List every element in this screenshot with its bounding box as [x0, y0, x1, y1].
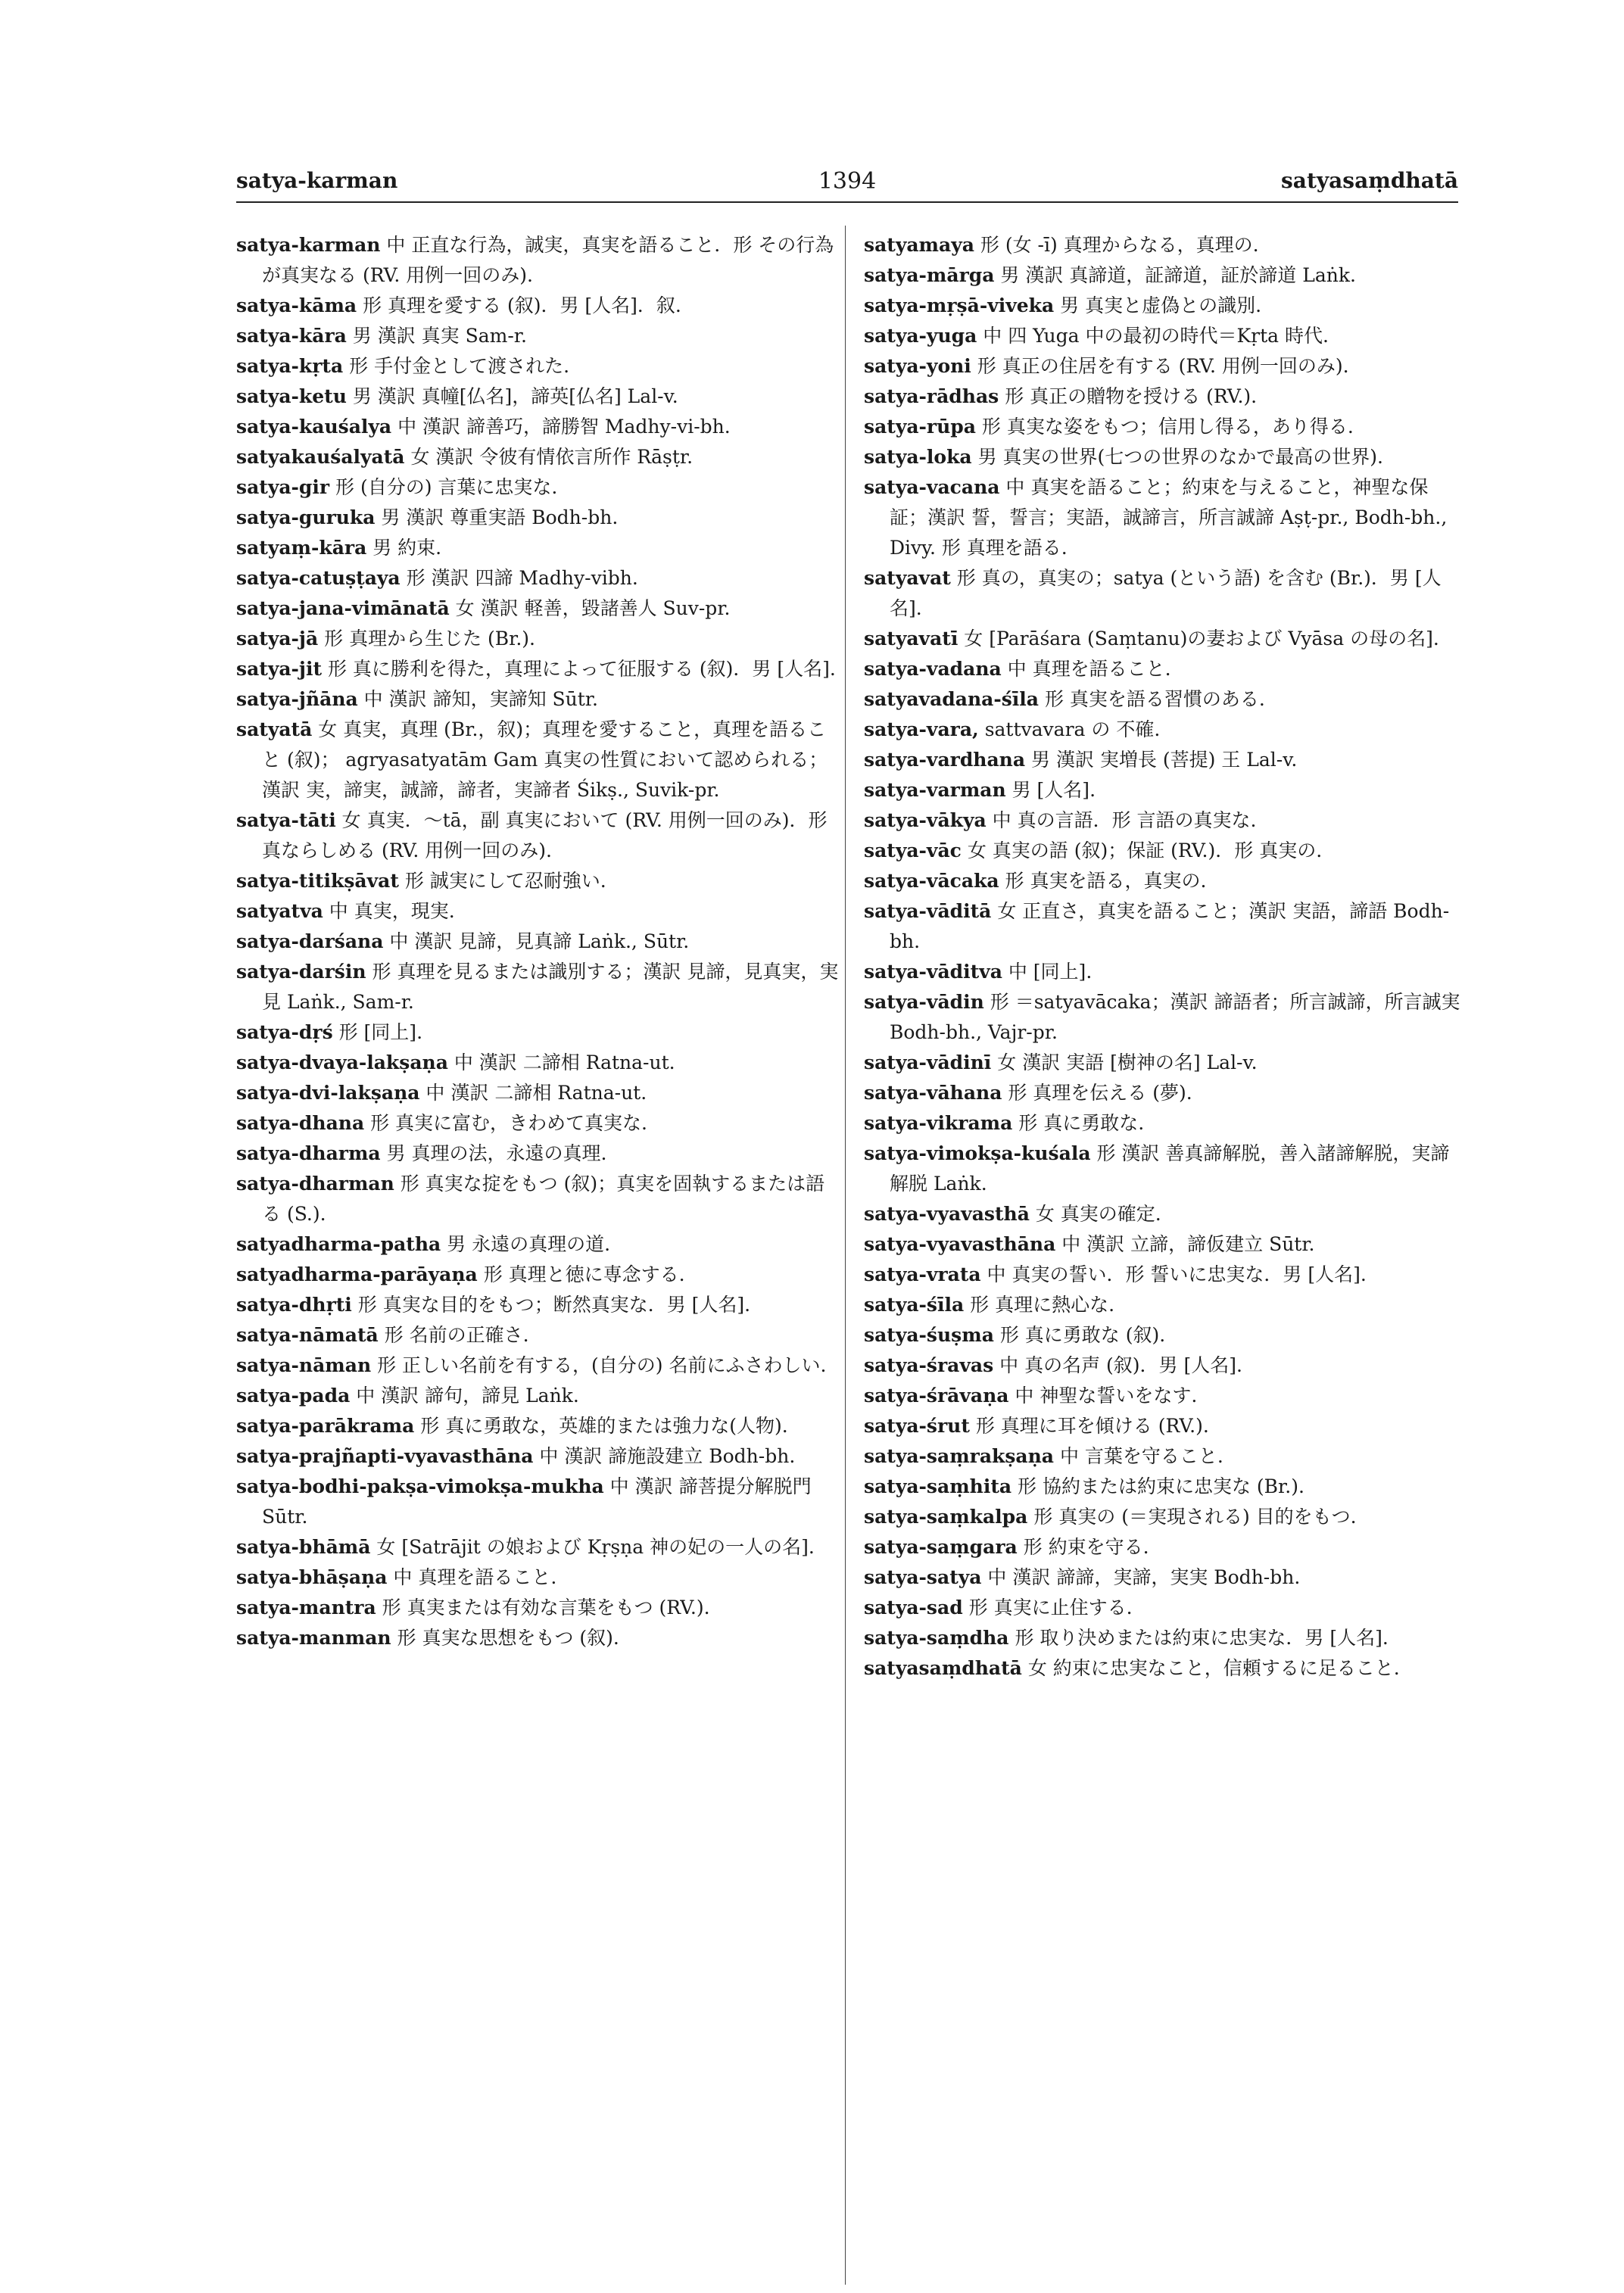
entry-definition: 中 真実，現実.	[329, 900, 455, 922]
entry-headword: satya-titikṣāvat	[236, 870, 399, 892]
dictionary-entry	[864, 684, 1462, 715]
dictionary-entry	[236, 412, 842, 442]
entry-headword: satya-mantra	[236, 1597, 376, 1618]
entry-definition: 男 漢訳 尊重実語 Bodh-bh.	[381, 506, 619, 528]
entry-definition: 女 真実の確定.	[1035, 1203, 1161, 1225]
dictionary-entry	[864, 1139, 1462, 1199]
entry-definition: 形 真実な掟をもつ (叙)；真実を固執するまたは語る (S.).	[262, 1173, 825, 1225]
entry-definition: 形 手付金として渡された.	[349, 355, 570, 377]
dictionary-entry	[864, 1290, 1462, 1320]
entry-definition: 形 真実な思想をもつ (叙).	[397, 1627, 619, 1649]
entry-definition: 女 真実の語 (叙)；保証 (RV.)．形 真実の.	[967, 840, 1323, 861]
entry-headword: satyadharma-parāyaṇa	[236, 1263, 478, 1285]
entry-headword: satya-śravas	[864, 1354, 994, 1376]
dictionary-entry	[236, 1108, 842, 1139]
running-header	[236, 168, 1458, 201]
entry-headword: satya-darśin	[236, 961, 366, 983]
dictionary-entry	[864, 957, 1462, 987]
entry-definition: 女 漢訳 実語 [樹神の名] Lal-v.	[997, 1051, 1258, 1073]
dictionary-entry	[236, 684, 842, 715]
dictionary-entry	[864, 987, 1462, 1048]
entry-headword: satya-darśana	[236, 930, 384, 952]
dictionary-entry	[864, 715, 1462, 745]
entry-headword: satya-dharma	[236, 1142, 381, 1164]
entry-definition: 男 漢訳 真諦道，証諦道，証於諦道 Laṅk.	[1000, 264, 1356, 286]
entry-definition: 女 漢訳 令彼有情依言所作 Rāṣṭr.	[410, 446, 694, 468]
dictionary-entry	[236, 503, 842, 533]
entry-definition: 中 漢訳 立諦，諦仮建立 Sūtr.	[1061, 1233, 1315, 1255]
header-right-guide-word: satyasaṃdhatā	[1281, 168, 1458, 193]
entry-headword: satya-saṃkalpa	[864, 1506, 1028, 1528]
entry-headword: satya-vara,	[864, 718, 979, 740]
entry-headword: satya-śrāvaṇa	[864, 1385, 1009, 1407]
dictionary-entry	[236, 866, 842, 896]
entry-headword: satya-pada	[236, 1385, 351, 1407]
entry-headword: satya-dharman	[236, 1173, 394, 1195]
entry-headword: satya-catuṣṭaya	[236, 567, 401, 589]
dictionary-entry	[236, 230, 842, 291]
entry-definition: 形 真に勇敢な (叙).	[999, 1324, 1166, 1346]
dictionary-entry	[236, 1623, 842, 1653]
entry-headword: satya-śīla	[864, 1294, 965, 1316]
entry-headword: satya-saṃgara	[864, 1536, 1018, 1558]
dictionary-entry	[236, 1562, 842, 1593]
entry-headword: satya-vadana	[864, 658, 1002, 680]
entry-definition: 形 真実または有効な言葉をもつ (RV.).	[382, 1597, 710, 1618]
entry-definition: 形 誠実にして忍耐強い.	[404, 870, 606, 892]
entry-headword: satya-vākya	[864, 809, 987, 831]
dictionary-entry	[236, 594, 842, 624]
entry-headword: satya-mārga	[864, 264, 995, 286]
entry-definition: 形 真理に熱心な.	[970, 1294, 1115, 1316]
entry-headword: satya-saṃrakṣaṇa	[864, 1445, 1054, 1467]
entry-definition: 形 (自分の) 言葉に忠実な.	[335, 476, 558, 498]
entry-definition: 男 永遠の真理の道.	[447, 1233, 611, 1255]
entry-headword: satya-vādin	[864, 991, 984, 1013]
entry-headword: satya-kāra	[236, 325, 347, 347]
entry-definition: 中 漢訳 諦菩提分解脱門 Sūtr.	[262, 1475, 812, 1528]
entry-headword: satya-vāhana	[864, 1082, 1002, 1104]
entry-headword: satya-yoni	[864, 355, 971, 377]
dictionary-entry	[864, 624, 1462, 654]
entry-headword: satyatva	[236, 900, 323, 922]
entry-definition: 女 真実．～tā，副 真実において (RV. 用例一回のみ)．形 真ならしめる (RV. 用例一回のみ).	[262, 809, 828, 861]
dictionary-entry	[236, 533, 842, 563]
entry-headword: satya-vāditā	[864, 900, 992, 922]
dictionary-entry	[236, 563, 842, 594]
dictionary-entry	[236, 654, 842, 684]
entry-definition: 中 漢訳 見諦，見真諦 Laṅk., Sūtr.	[389, 930, 690, 952]
dictionary-entry	[236, 1441, 842, 1472]
dictionary-entry	[236, 1169, 842, 1229]
dictionary-entry	[864, 291, 1462, 321]
entry-definition: 男 約束.	[372, 537, 442, 559]
entry-definition: 男 漢訳 真実 Sam-r.	[352, 325, 527, 347]
entry-headword: satyavat	[864, 567, 951, 589]
entry-definition: 形 ＝satyavācaka；漢訳 諦語者；所言誠諦，所言誠実 Bodh-bh., Vajr-pr.	[890, 991, 1460, 1043]
dictionary-entry	[864, 412, 1462, 442]
entry-headword: satya-jana-vimānatā	[236, 597, 450, 619]
dictionary-entry	[864, 1351, 1462, 1381]
entry-headword: satya-nāmatā	[236, 1324, 379, 1346]
dictionary-entry	[236, 1048, 842, 1078]
dictionary-entry	[864, 1653, 1462, 1684]
entry-definition: 形 真実な姿をもつ；信用し得る，あり得る.	[981, 416, 1354, 438]
entry-headword: satya-yuga	[864, 325, 977, 347]
entry-definition: 中 神聖な誓いをなす.	[1015, 1385, 1198, 1407]
dictionary-entry	[236, 1381, 842, 1411]
dictionary-entry	[236, 927, 842, 957]
dictionary-entry	[864, 1593, 1462, 1623]
entry-headword: satya-śuṣma	[864, 1324, 994, 1346]
dictionary-entry	[236, 1532, 842, 1562]
entry-definition: 中 [同上].	[1008, 961, 1093, 983]
entry-definition: 中 漢訳 諦施設建立 Bodh-bh.	[539, 1445, 796, 1467]
entry-headword: satya-varman	[864, 779, 1006, 801]
dictionary-entry	[236, 805, 842, 866]
entry-headword: satya-dhṛti	[236, 1294, 352, 1316]
dictionary-entry	[864, 1411, 1462, 1441]
dictionary-entry	[236, 1351, 842, 1381]
entry-headword: satya-jñāna	[236, 688, 358, 710]
dictionary-entry	[864, 442, 1462, 472]
entry-headword: satyamaya	[864, 234, 974, 256]
entry-definition: 男 真実と虚偽との識別.	[1060, 294, 1262, 316]
dictionary-entry	[236, 442, 842, 472]
entry-headword: satya-dṛś	[236, 1021, 333, 1043]
entry-definition: 中 真理を語ること.	[393, 1566, 557, 1588]
entry-headword: satya-vardhana	[864, 749, 1026, 771]
entry-definition: 女 正直さ，真実を語ること；漢訳 実語，諦語 Bodh-bh.	[890, 900, 1450, 952]
dictionary-entry	[864, 321, 1462, 351]
entry-definition: 男 真理の法，永遠の真理.	[386, 1142, 607, 1164]
entry-definition: 形 真理に耳を傾ける (RV.).	[975, 1415, 1209, 1437]
entry-headword: satya-karman	[236, 234, 381, 256]
entry-headword: satyavatī	[864, 628, 959, 650]
entry-headword: satya-guruka	[236, 506, 376, 528]
dictionary-entry	[864, 654, 1462, 684]
entry-headword: satya-dvaya-lakṣaṇa	[236, 1051, 448, 1073]
entry-headword: satya-vrata	[864, 1263, 981, 1285]
entry-definition: 形 真正の贈物を授ける (RV.).	[1005, 385, 1258, 407]
entry-headword: satya-rūpa	[864, 416, 976, 438]
header-rule	[236, 201, 1458, 203]
dictionary-entry	[864, 1623, 1462, 1653]
entry-headword: satya-kṛta	[236, 355, 344, 377]
entry-definition: 男 漢訳 実増長 (菩提) 王 Lal-v.	[1031, 749, 1298, 771]
entry-headword: satya-vacana	[864, 476, 1000, 498]
header-left-guide-word: satya-karman	[236, 168, 398, 193]
dictionary-entry	[236, 1320, 842, 1351]
entry-headword: satya-jit	[236, 658, 323, 680]
entry-headword: satya-dhana	[236, 1112, 365, 1134]
entry-definition: 中 正直な行為，誠実，真実を語ること．形 その行為が真実なる (RV. 用例一回のみ).	[262, 234, 834, 286]
dictionary-entry	[864, 745, 1462, 775]
entry-definition: 女 約束に忠実なこと，信頼するに足ること.	[1027, 1657, 1400, 1679]
entry-headword: satya-vādinī	[864, 1051, 992, 1073]
entry-headword: satya-prajñapti-vyavasthāna	[236, 1445, 534, 1467]
entry-headword: satya-sad	[864, 1597, 963, 1618]
entry-definition: 男 [人名].	[1011, 779, 1096, 801]
entry-headword: satyadharma-patha	[236, 1233, 441, 1255]
dictionary-entry	[864, 260, 1462, 291]
dictionary-entry	[864, 351, 1462, 382]
entry-headword: satya-kāma	[236, 294, 357, 316]
entry-definition: 形 真実を語る，真実の.	[1005, 870, 1207, 892]
dictionary-entry	[864, 1472, 1462, 1502]
entry-definition: 中 真の名声 (叙)．男 [人名].	[999, 1354, 1242, 1376]
right-column	[864, 230, 1462, 1684]
entry-headword: satya-loka	[864, 446, 972, 468]
dictionary-entry	[864, 1108, 1462, 1139]
entry-headword: satya-nāman	[236, 1354, 372, 1376]
entry-headword: satya-saṃhita	[864, 1475, 1012, 1497]
entry-definition: 形 真に勇敢な，英雄的または強力な(人物).	[420, 1415, 788, 1437]
entry-definition: 形 真実な目的をもつ；断然真実な．男 [人名].	[357, 1294, 751, 1316]
dictionary-entry	[864, 805, 1462, 836]
dictionary-entry	[236, 896, 842, 927]
entry-headword: satyasaṃdhatā	[864, 1657, 1022, 1679]
entry-definition: 形 真理を見るまたは識別する；漢訳 見諦，見真実，実見 Laṅk., Sam-r.	[262, 961, 839, 1013]
entry-definition: 女 漢訳 軽善，毀諸善人 Suv-pr.	[455, 597, 731, 619]
entry-headword: satya-jā	[236, 628, 319, 650]
dictionary-entry	[236, 1078, 842, 1108]
entry-headword: satya-vāc	[864, 840, 962, 861]
entry-headword: satya-kauśalya	[236, 416, 392, 438]
dictionary-entry	[864, 563, 1462, 624]
entry-headword: satya-parākrama	[236, 1415, 415, 1437]
entry-headword: satya-vyavasthā	[864, 1203, 1030, 1225]
dictionary-entry	[864, 1260, 1462, 1290]
entry-definition: 形 真の，真実の；satya (という語) を含む (Br.)．男 [人名].	[890, 567, 1442, 619]
entry-definition: 中 真の言語．形 言語の真実な.	[992, 809, 1257, 831]
page-number: 1394	[818, 168, 877, 195]
entry-definition: 中 四 Yuga 中の最初の時代＝Kṛta 時代.	[983, 325, 1329, 347]
entry-headword: satya-ketu	[236, 385, 347, 407]
entry-definition: 男 漢訳 真幢[仏名]，諦英[仏名] Lal-v.	[352, 385, 678, 407]
dictionary-entry	[236, 1229, 842, 1260]
entry-headword: satyakauśalyatā	[236, 446, 405, 468]
dictionary-entry	[864, 1229, 1462, 1260]
entry-headword: satya-satya	[864, 1566, 982, 1588]
dictionary-entry	[864, 896, 1462, 957]
dictionary-entry	[236, 1260, 842, 1290]
entry-definition: 形 漢訳 善真諦解脱，善入諸諦解脱，実諦解脱 Laṅk.	[890, 1142, 1450, 1195]
entry-definition: 中 真実の誓い．形 誓いに忠実な．男 [人名].	[987, 1263, 1367, 1285]
entry-definition: 中 言葉を守ること.	[1059, 1445, 1223, 1467]
entry-definition: 中 漢訳 諦善巧，諦勝智 Madhy-vi-bh.	[397, 416, 731, 438]
entry-definition: 形 漢訳 四諦 Madhy-vibh.	[406, 567, 638, 589]
dictionary-entry	[236, 472, 842, 503]
dictionary-entry	[236, 321, 842, 351]
entry-headword: satya-vyavasthāna	[864, 1233, 1056, 1255]
entry-definition: 中 真理を語ること.	[1007, 658, 1171, 680]
dictionary-entry	[864, 230, 1462, 260]
entry-definition: 形 真実に富む，きわめて真実な.	[370, 1112, 648, 1134]
entry-headword: satya-dvi-lakṣaṇa	[236, 1082, 420, 1104]
dictionary-entry	[864, 836, 1462, 866]
dictionary-entry	[236, 1290, 842, 1320]
dictionary-entry	[864, 1048, 1462, 1078]
entry-definition: 男 真実の世界(七つの世界のなかで最高の世界).	[977, 446, 1383, 468]
entry-definition: 形 真実を語る習慣のある.	[1044, 688, 1265, 710]
dictionary-entry	[236, 1139, 842, 1169]
entry-definition: 中 漢訳 諦知，実諦知 Sūtr.	[363, 688, 598, 710]
entry-definition: 形 約束を守る.	[1023, 1536, 1149, 1558]
entry-headword: satya-vācaka	[864, 870, 999, 892]
dictionary-entry	[236, 1017, 842, 1048]
entry-definition: 形 取り決めまたは約束に忠実な．男 [人名].	[1015, 1627, 1389, 1649]
entry-definition: 女 [Parāśara (Saṃtanu)の妻および Vyāsa の母の名].	[964, 628, 1439, 650]
dictionary-entry	[864, 1502, 1462, 1532]
entry-definition: 形 真に勇敢な.	[1018, 1112, 1145, 1134]
entry-definition: 中 漢訳 二諦相 Ratna-ut.	[425, 1082, 647, 1104]
entry-definition: 女 真実，真理 (Br.，叙)；真理を愛すること，真理を語ること (叙)； agryasatyatām Gam 真実の性質において認められる；漢訳 実，諦実，誠諦，諦者，実諦者 Śikṣ., Suvik-pr.	[262, 718, 828, 801]
dictionary-entry	[864, 1199, 1462, 1229]
entry-headword: satya-bhāmā	[236, 1536, 371, 1558]
entry-definition: 女 [Satrājit の娘および Kṛṣṇa 神の妃の一人の名].	[376, 1536, 815, 1558]
entry-definition: 形 真実に止住する.	[968, 1597, 1133, 1618]
dictionary-entry	[864, 1078, 1462, 1108]
entry-definition: sattvavara の 不確.	[984, 718, 1161, 740]
entry-definition: 中 漢訳 諦句，諦見 Laṅk.	[356, 1385, 579, 1407]
entry-headword: satya-tāti	[236, 809, 336, 831]
entry-definition: 形 正しい名前を有する，(自分の) 名前にふさわしい.	[377, 1354, 827, 1376]
dictionary-entry	[864, 775, 1462, 805]
dictionary-entry	[864, 1381, 1462, 1411]
dictionary-entry	[864, 472, 1462, 563]
entry-headword: satyaṃ-kāra	[236, 537, 367, 559]
entry-headword: satyatā	[236, 718, 313, 740]
entry-definition: 形 [同上].	[338, 1021, 423, 1043]
dictionary-entry	[236, 1411, 842, 1441]
entry-headword: satya-saṃdha	[864, 1627, 1009, 1649]
dictionary-entry	[236, 291, 842, 321]
entry-definition: 中 漢訳 諦諦，実諦，実実 Bodh-bh.	[987, 1566, 1301, 1588]
dictionary-entry	[236, 957, 842, 1017]
entry-headword: satya-manman	[236, 1627, 391, 1649]
entry-definition: 形 協約または約束に忠実な (Br.).	[1018, 1475, 1304, 1497]
dictionary-entry	[864, 866, 1462, 896]
entry-definition: 中 真実を語ること；約束を与えること，神聖な保証；漢訳 誓，誓言；実語，誠諦言，所言誠諦 Aṣṭ-pr., Bodh-bh., Divy. 形 真理を語る.	[890, 476, 1448, 559]
dictionary-entry	[864, 1562, 1462, 1593]
column-divider	[845, 226, 846, 2285]
dictionary-entry	[236, 715, 842, 805]
entry-headword: satya-rādhas	[864, 385, 999, 407]
entry-definition: 形 真理を伝える (夢).	[1008, 1082, 1192, 1104]
entry-headword: satya-vāditva	[864, 961, 1002, 983]
entry-headword: satya-śrut	[864, 1415, 970, 1437]
entry-headword: satyavadana-śīla	[864, 688, 1039, 710]
entry-headword: satya-vikrama	[864, 1112, 1013, 1134]
left-column	[236, 230, 842, 1653]
dictionary-entry	[864, 382, 1462, 412]
entry-definition: 形 名前の正確さ.	[384, 1324, 529, 1346]
dictionary-entry	[236, 1472, 842, 1532]
dictionary-entry	[864, 1320, 1462, 1351]
dictionary-entry	[864, 1532, 1462, 1562]
entry-headword: satya-mṛṣā-viveka	[864, 294, 1055, 316]
entry-definition: 形 真理から生じた (Br.).	[324, 628, 535, 650]
entry-definition: 形 真理を愛する (叙)．男 [人名]．叙.	[363, 294, 681, 316]
dictionary-entry	[236, 351, 842, 382]
entry-definition: 中 漢訳 二諦相 Ratna-ut.	[454, 1051, 675, 1073]
dictionary-entry	[236, 382, 842, 412]
entry-headword: satya-vimokṣa-kuśala	[864, 1142, 1091, 1164]
entry-headword: satya-gir	[236, 476, 330, 498]
dictionary-entry	[236, 624, 842, 654]
entry-definition: 形 真実の (＝実現される) 目的をもつ.	[1033, 1506, 1357, 1528]
entry-headword: satya-bhāṣaṇa	[236, 1566, 388, 1588]
entry-definition: 形 (女 -ī) 真理からなる，真理の.	[980, 234, 1259, 256]
entry-definition: 形 真正の住居を有する (RV. 用例一回のみ).	[977, 355, 1349, 377]
entry-definition: 形 真理と徳に専念する.	[483, 1263, 685, 1285]
entry-definition: 形 真に勝利を得た，真理によって征服する (叙)．男 [人名].	[327, 658, 836, 680]
dictionary-entry	[864, 1441, 1462, 1472]
dictionary-entry	[236, 1593, 842, 1623]
entry-headword: satya-bodhi-pakṣa-vimokṣa-mukha	[236, 1475, 604, 1497]
